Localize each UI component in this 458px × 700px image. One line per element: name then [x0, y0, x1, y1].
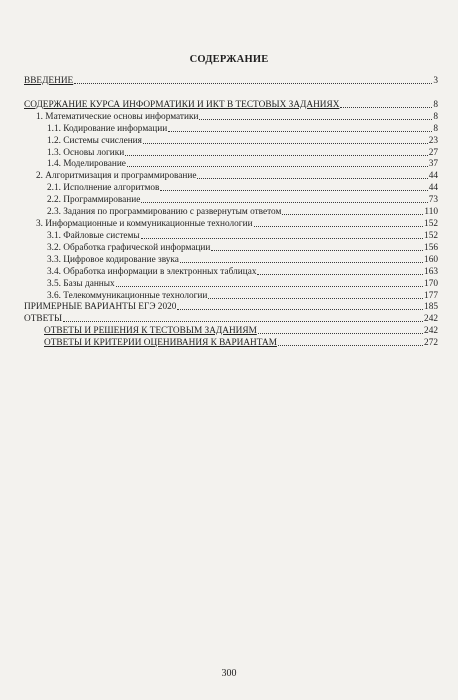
dot-leader [258, 332, 423, 334]
toc-entry-text: 2.3. Задания по программированию с развернутым ответом [47, 207, 282, 217]
toc-entry-page: 156 [424, 243, 438, 253]
page-number: 300 [221, 668, 237, 679]
toc-entry-page: 170 [424, 279, 438, 289]
dot-leader [127, 165, 428, 167]
toc-entry-page: 160 [424, 255, 438, 265]
toc-entry-text: 1.1. Кодирование информации [47, 124, 168, 134]
toc-entry-page: 23 [428, 136, 438, 146]
toc-entry-text: 3.6. Телекоммуникационные технологии [47, 291, 208, 301]
toc-entry-text: 3.5. Базы данных [47, 279, 115, 289]
toc-entry-text: 2.1. Исполнение алгоритмов [47, 183, 160, 193]
toc-entry-text: 3.3. Цифровое кодирование звука [47, 255, 179, 265]
toc-entry-text: ПРИМЕРНЫЕ ВАРИАНТЫ ЕГЭ 2020 [24, 302, 177, 312]
toc-entry-3-1[interactable] [47, 230, 438, 242]
dot-leader [116, 285, 423, 287]
toc-entry-text: 1.2. Системы счисления [47, 136, 142, 146]
toc-entry-2-1[interactable] [47, 182, 438, 194]
toc-entry-3-3[interactable] [47, 254, 438, 266]
dot-leader [74, 82, 432, 84]
toc-entry-page: 163 [424, 267, 438, 277]
toc-entry-page: 110 [424, 207, 438, 217]
toc-entry-page: 152 [424, 219, 438, 229]
dot-leader [254, 225, 423, 227]
toc-entry-page: 73 [428, 195, 438, 205]
dot-leader [180, 261, 423, 263]
dot-leader [168, 130, 432, 132]
toc-entry-3-5[interactable] [47, 278, 438, 290]
toc-entry-page: 8 [433, 100, 438, 110]
toc-entry-answers-tests[interactable] [44, 325, 438, 337]
toc-entry-course-content[interactable] [24, 99, 438, 111]
toc-entry-page: 27 [428, 148, 438, 158]
toc-entry-page: 242 [424, 326, 438, 336]
dot-leader [63, 320, 423, 322]
dot-leader [282, 213, 423, 215]
toc-entry-answers[interactable] [24, 313, 438, 325]
toc-entry-page: 185 [424, 302, 438, 312]
toc-entry-section-1[interactable] [36, 111, 438, 123]
dot-leader [197, 177, 427, 179]
contents-title: СОДЕРЖАНИЕ [189, 54, 269, 65]
dot-leader [211, 249, 423, 251]
dot-leader [160, 189, 427, 191]
toc-entry-text: 1. Математические основы информатики [36, 112, 199, 122]
toc-entry-text: 3.1. Файловые системы [47, 231, 140, 241]
toc-entry-page: 272 [424, 338, 438, 348]
toc-entry-text: ОТВЕТЫ И КРИТЕРИИ ОЦЕНИВАНИЯ К ВАРИАНТАМ [44, 338, 277, 348]
toc-entry-page: 242 [424, 314, 438, 324]
toc-entry-text: 3.4. Обработка информации в электронных таблицах [47, 267, 257, 277]
dot-leader [257, 273, 423, 275]
dot-leader [125, 154, 427, 156]
toc-entry-3-2[interactable] [47, 242, 438, 254]
toc-entry-text: 3.2. Обработка графической информации [47, 243, 211, 253]
toc-entry-sample-variants[interactable] [24, 301, 438, 313]
dot-leader [143, 142, 428, 144]
toc-entry-text: 1.4. Моделирование [47, 159, 126, 169]
dot-leader [278, 344, 423, 346]
toc-entry-text: ОТВЕТЫ И РЕШЕНИЯ К ТЕСТОВЫМ ЗАДАНИЯМ [44, 326, 257, 336]
dot-leader [199, 118, 432, 120]
dot-leader [177, 308, 423, 310]
toc-entry-3-4[interactable] [47, 266, 438, 278]
toc-entry-text: ОТВЕТЫ [24, 314, 63, 324]
toc-entry-1-2[interactable] [47, 135, 438, 147]
toc-entry-text: 3. Информационные и коммуникационные технологии [36, 219, 253, 229]
toc-entry-text: 2. Алгоритмизация и программирование [36, 171, 197, 181]
toc-entry-page: 44 [428, 183, 438, 193]
toc-entry-2-2[interactable] [47, 194, 438, 206]
toc-entry-page: 37 [428, 159, 438, 169]
toc-entry-text: 2.2. Программирование [47, 195, 141, 205]
toc-entry-2-3[interactable] [47, 206, 438, 218]
dot-leader [340, 106, 432, 108]
toc-entry-page: 44 [428, 171, 438, 181]
toc-entry-page: 152 [424, 231, 438, 241]
toc-entry-page: 8 [433, 112, 438, 122]
dot-leader [141, 201, 427, 203]
toc-entry-1-1[interactable] [47, 123, 438, 135]
toc-entry-section-2[interactable] [36, 170, 438, 182]
toc-entry-text: СОДЕРЖАНИЕ КУРСА ИНФОРМАТИКИ И ИКТ В ТЕСТОВЫХ ЗАДАНИЯХ [24, 100, 340, 110]
toc-entry-page: 3 [433, 76, 438, 86]
toc-entry-page: 177 [424, 291, 438, 301]
dot-leader [141, 237, 423, 239]
toc-entry-text: 1.3. Основы логики [47, 148, 125, 158]
toc-entry-text: ВВЕДЕНИЕ [24, 76, 74, 86]
toc-entry-introduction[interactable] [24, 75, 438, 87]
toc-entry-answers-criteria[interactable] [44, 337, 438, 349]
toc-entry-section-3[interactable] [36, 218, 438, 230]
toc-entry-1-4[interactable] [47, 158, 438, 170]
toc-entry-page: 8 [433, 124, 438, 134]
dot-leader [208, 297, 423, 299]
